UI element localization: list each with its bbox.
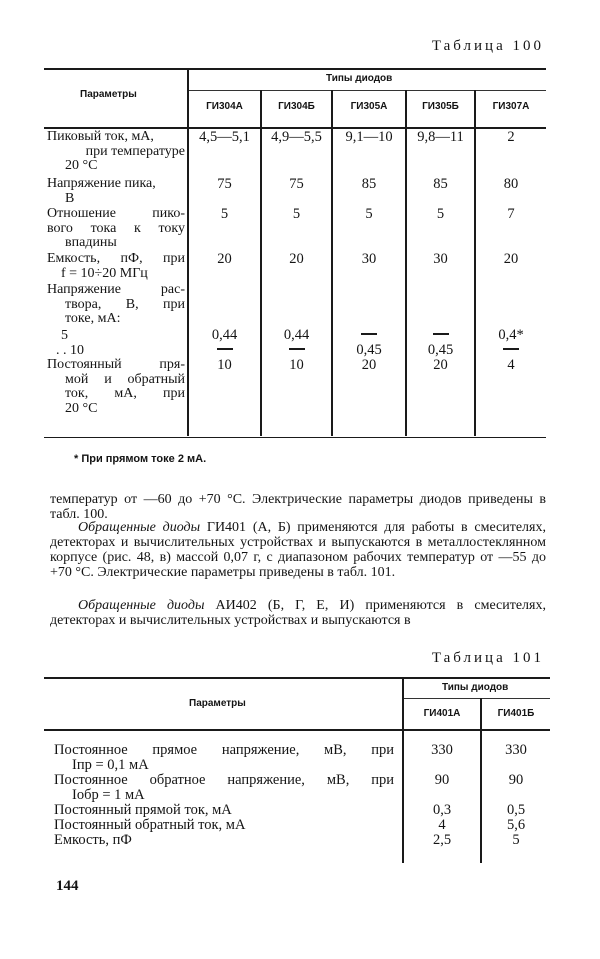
- table-cell: 5: [436, 206, 445, 222]
- table-cell: 5,6: [506, 817, 526, 833]
- table-cell: 75: [289, 176, 304, 192]
- table-cell: 30: [361, 251, 377, 267]
- column-header: ГИ304А: [206, 101, 243, 112]
- table-100-caption: Таблица 100: [431, 38, 544, 54]
- t101-param-forward-voltage-condition: Iпр = 0,1 мА: [72, 757, 149, 773]
- page-number: 144: [56, 878, 79, 894]
- table-cell: 0,44: [283, 327, 310, 343]
- t101-param-forward-current: Постоянный прямой ток, мА: [54, 802, 232, 818]
- table-100-top-rule: [44, 68, 546, 70]
- table-cell: 0,45: [356, 342, 382, 358]
- table-101-top-rule: [44, 677, 550, 679]
- table-cell: 0,4*: [498, 327, 524, 343]
- table-cell: 2: [507, 129, 515, 145]
- t101-param-forward-voltage: Постоянное прямое напряжение, мВ, при: [54, 742, 394, 758]
- table-cell: 9,8—11: [417, 129, 464, 145]
- param-sub-5: 5: [61, 328, 68, 343]
- table-101-caption: Таблица 101: [431, 650, 544, 666]
- column-header: ГИ305Б: [422, 101, 459, 112]
- column-header: ГИ304Б: [278, 101, 315, 112]
- t101-param-reverse-voltage: Постоянное обратное напряжение, мВ, при: [54, 772, 394, 788]
- table-cell: 5: [220, 206, 229, 222]
- table-cell: 5: [365, 206, 373, 222]
- table-cell: 10: [217, 357, 232, 373]
- table-cell: 85: [361, 176, 377, 192]
- t101-param-reverse-current: Постоянный обратный ток, мА: [54, 817, 246, 833]
- table-cell: 4: [507, 357, 515, 373]
- table-cell: 4,5—5,1: [199, 129, 250, 145]
- table-cell: 20: [217, 251, 232, 267]
- table-cell: 4: [438, 817, 446, 833]
- t101-param-capacitance: Емкость, пФ: [54, 832, 132, 848]
- table-100-subheader-rule: [188, 90, 546, 91]
- table-cell: 10: [289, 357, 304, 373]
- table-cell: [262, 340, 331, 356]
- param-constant-current: Постоянный пря- мой и обратный ток, мА, при 20 °С: [47, 357, 185, 416]
- table-101-types-header: Типы диодов: [442, 682, 509, 693]
- column-header: ГИ307А: [492, 101, 530, 112]
- table-cell: 5: [512, 832, 520, 848]
- table-cell: [333, 325, 405, 341]
- table-100-param-header: Параметры: [80, 89, 137, 100]
- table-100-footnote: * При прямом токе 2 мА.: [74, 453, 207, 465]
- table-cell: 20: [361, 357, 377, 373]
- param-capacitance: Емкость, пФ, при f = 10÷20 МГц: [47, 251, 185, 281]
- t101-param-reverse-voltage-condition: Iобр = 1 мА: [72, 787, 145, 803]
- table-101-header-rule: [44, 729, 550, 731]
- table-cell: 0,3: [432, 802, 452, 818]
- table-cell: [407, 325, 474, 341]
- table-cell: 20: [433, 357, 448, 373]
- table-cell: 75: [217, 176, 232, 192]
- param-ratio: Отношение пико- вого тока к току впадины: [47, 206, 185, 250]
- column-header: ГИ401Б: [497, 708, 535, 719]
- table-cell: 90: [434, 772, 450, 788]
- table-cell: 20: [503, 251, 519, 267]
- table-100-bottom-rule: [44, 437, 546, 438]
- table-cell: [189, 340, 260, 356]
- table-cell: 5: [292, 206, 301, 222]
- table-cell: 4,9—5,5: [271, 129, 322, 145]
- table-cell: 20: [289, 251, 304, 267]
- param-solution-voltage: Напряжение рас- твора, В, при токе, мА:: [47, 282, 185, 326]
- paragraph-3: Обращенные диоды АИ402 (Б, Г, Е, И) применяются в смесителях, детекторах и вычислительных устройствах и выпускаются в: [50, 598, 546, 628]
- column-header: ГИ401А: [423, 708, 461, 719]
- paragraph-2: Обращенные диоды ГИ401 (А, Б) применяются для работы в смесителях, детекторах и вычислительных устройствах и выпускаются в металлостеклянном корпусе (рис. 48, в) массой 0,07 г, с диапазоном рабочих температур от —55 до +70 °С. Электрические параметры приведены в табл. 101.: [50, 520, 546, 580]
- table-cell: 80: [503, 176, 519, 192]
- table-cell: 30: [433, 251, 448, 267]
- table-cell: 9,1—10: [345, 129, 393, 145]
- table-cell: 2,5: [432, 832, 452, 848]
- table-cell: 330: [505, 742, 527, 758]
- column-header: ГИ305А: [350, 101, 388, 112]
- param-peak-current: Пиковый ток, мА, при температуре 20 °С: [47, 129, 185, 173]
- table-cell: 7: [507, 206, 515, 222]
- table-cell: 0,5: [506, 802, 526, 818]
- table-101-param-header: Параметры: [189, 698, 246, 709]
- table-101-subheader-rule: [403, 698, 550, 699]
- table-100-types-header: Типы диодов: [326, 73, 393, 84]
- table-cell: 90: [508, 772, 524, 788]
- table-cell: 0,44: [211, 327, 238, 343]
- table-cell: 330: [431, 742, 453, 758]
- param-sub-10: . . 10: [56, 343, 84, 358]
- paragraph-1: температур от —60 до +70 °С. Электрические параметры диодов приведены в табл. 100.: [50, 492, 546, 522]
- table-cell: 0,45: [427, 342, 454, 358]
- table-cell: 85: [433, 176, 448, 192]
- param-peak-voltage: Напряжение пика, В: [47, 176, 156, 206]
- table-cell: [476, 340, 546, 356]
